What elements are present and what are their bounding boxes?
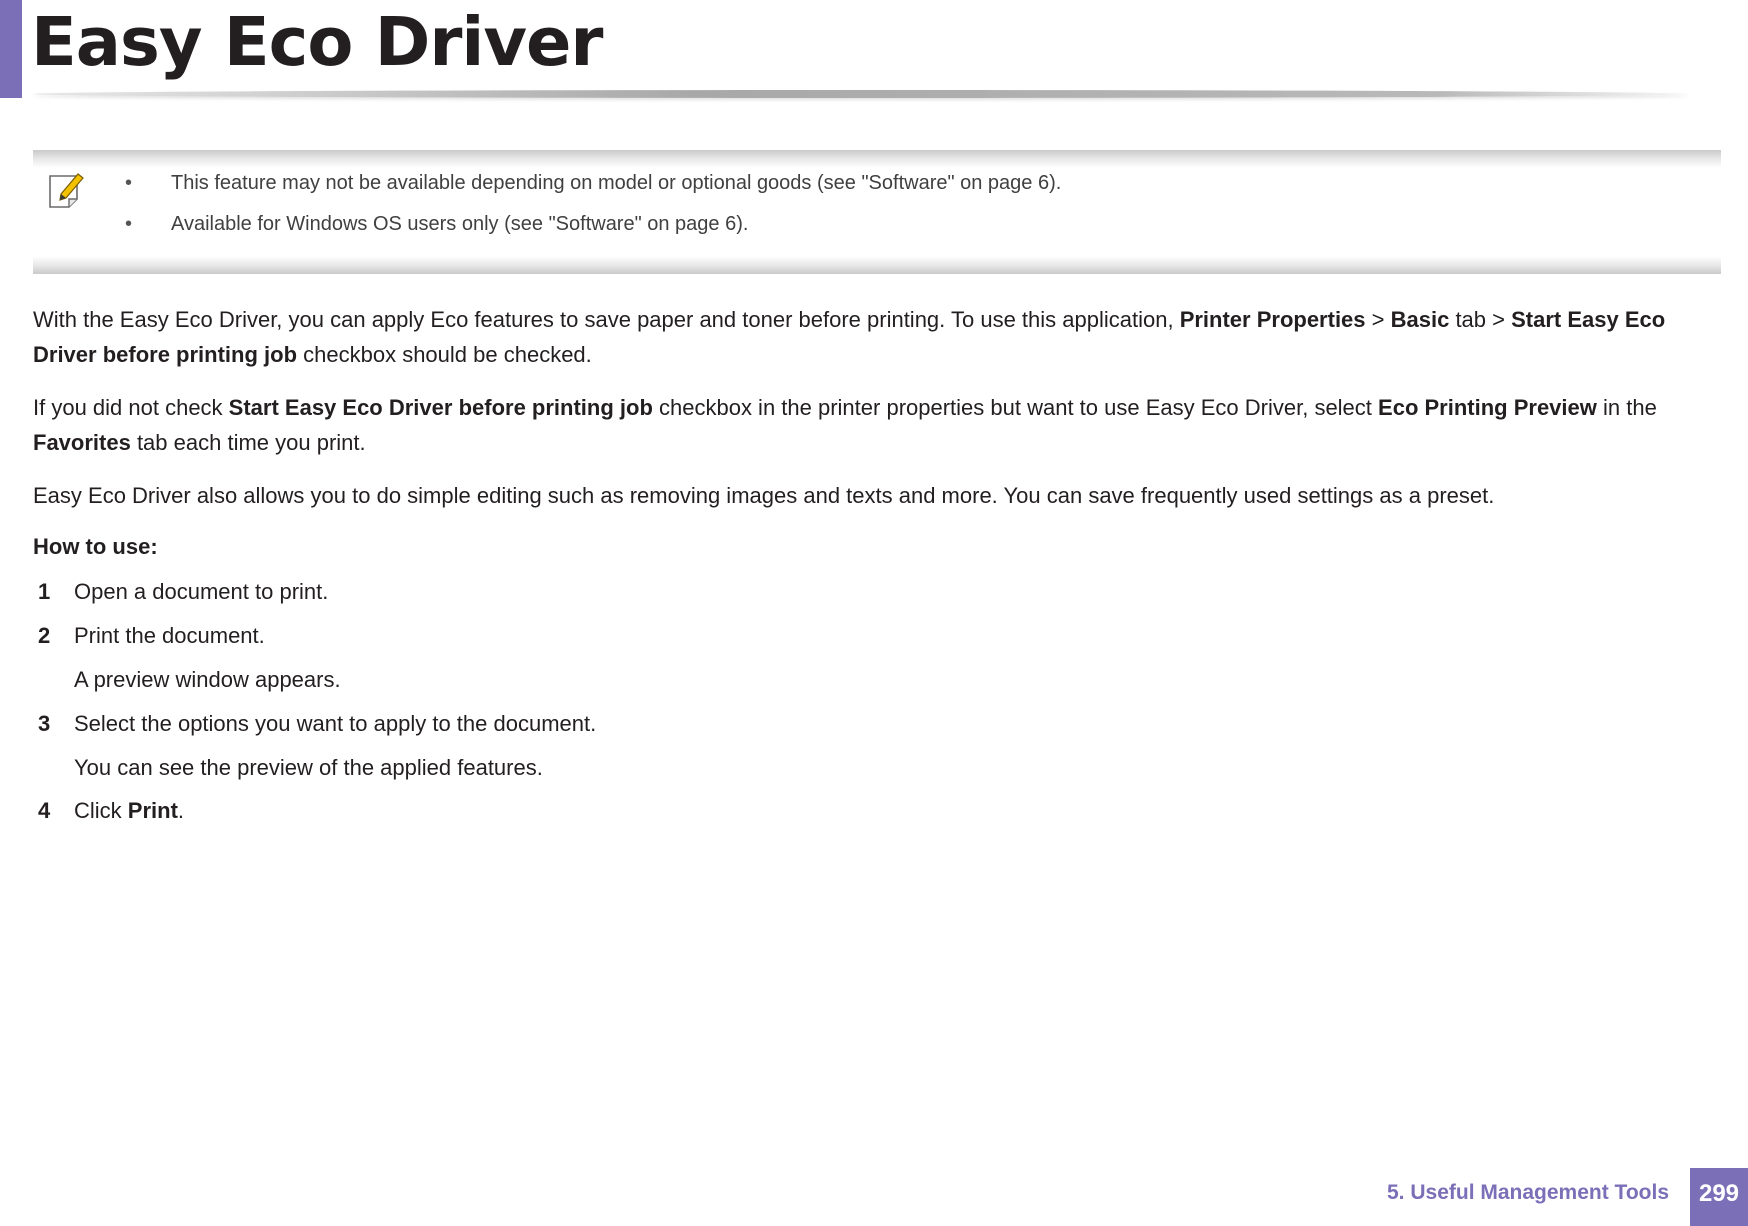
note-pencil-icon (47, 172, 87, 212)
step-subtext: A preview window appears. (74, 667, 341, 692)
chapter-tab-marker (0, 0, 22, 98)
text: Click (74, 798, 128, 823)
bullet: • (125, 213, 133, 235)
bold-term: Basic (1390, 307, 1450, 332)
intro-paragraph (33, 302, 1723, 372)
step-number: 4 (38, 798, 51, 823)
step-text: Open a document to print. (74, 579, 329, 604)
text: If you did not check (33, 395, 229, 420)
step-text: Print the document. (74, 623, 265, 648)
text: With the Easy Eco Driver, you can apply Eco features to save paper and toner before printing. To use this application, (33, 307, 1180, 332)
bold-term: Start Easy Eco Driver before printing job (33, 307, 1666, 367)
text: in the (1596, 395, 1657, 420)
editing-paragraph: Easy Eco Driver also allows you to do simple editing such as removing images and texts and more. You can save frequently used settings as a preset. (33, 483, 1495, 508)
note-item-text: This feature may not be available depending on model or optional goods (see "Software" on page 6). (171, 172, 1062, 194)
step-number: 2 (38, 623, 51, 648)
text: . (177, 798, 185, 823)
text: > (1365, 307, 1391, 332)
text: checkbox in the printer properties but want to use Easy Eco Driver, select (652, 395, 1379, 420)
bold-term: Eco Printing Preview (1378, 395, 1597, 420)
step-subtext: You can see the preview of the applied features. (74, 755, 543, 780)
step-number: 1 (38, 579, 51, 604)
step-text: Select the options you want to apply to the document. (74, 711, 597, 736)
step-number: 3 (38, 711, 51, 736)
note-top-bar (33, 150, 1721, 168)
bold-term: Print (127, 798, 178, 823)
footer-chapter-title: 5. Useful Management Tools (1387, 1181, 1669, 1204)
bold-term: Favorites (33, 430, 131, 455)
note-item-text: Available for Windows OS users only (see "Software" on page 6). (171, 213, 749, 235)
bullet: • (125, 172, 133, 194)
bold-term: Printer Properties (1179, 307, 1366, 332)
text: tab each time you print. (130, 430, 366, 455)
check-paragraph (33, 390, 1723, 460)
text: checkbox should be checked. (297, 342, 592, 367)
how-to-heading: How to use: (33, 534, 158, 559)
step-text (74, 795, 184, 827)
note-box (33, 150, 1721, 274)
page-number-badge: 299 (1690, 1168, 1748, 1226)
text: tab > (1449, 307, 1512, 332)
title-divider (33, 90, 1688, 98)
page-title: Easy Eco Driver (31, 3, 603, 81)
bold-term: Start Easy Eco Driver before printing job (228, 395, 653, 420)
note-bottom-bar (33, 256, 1721, 274)
